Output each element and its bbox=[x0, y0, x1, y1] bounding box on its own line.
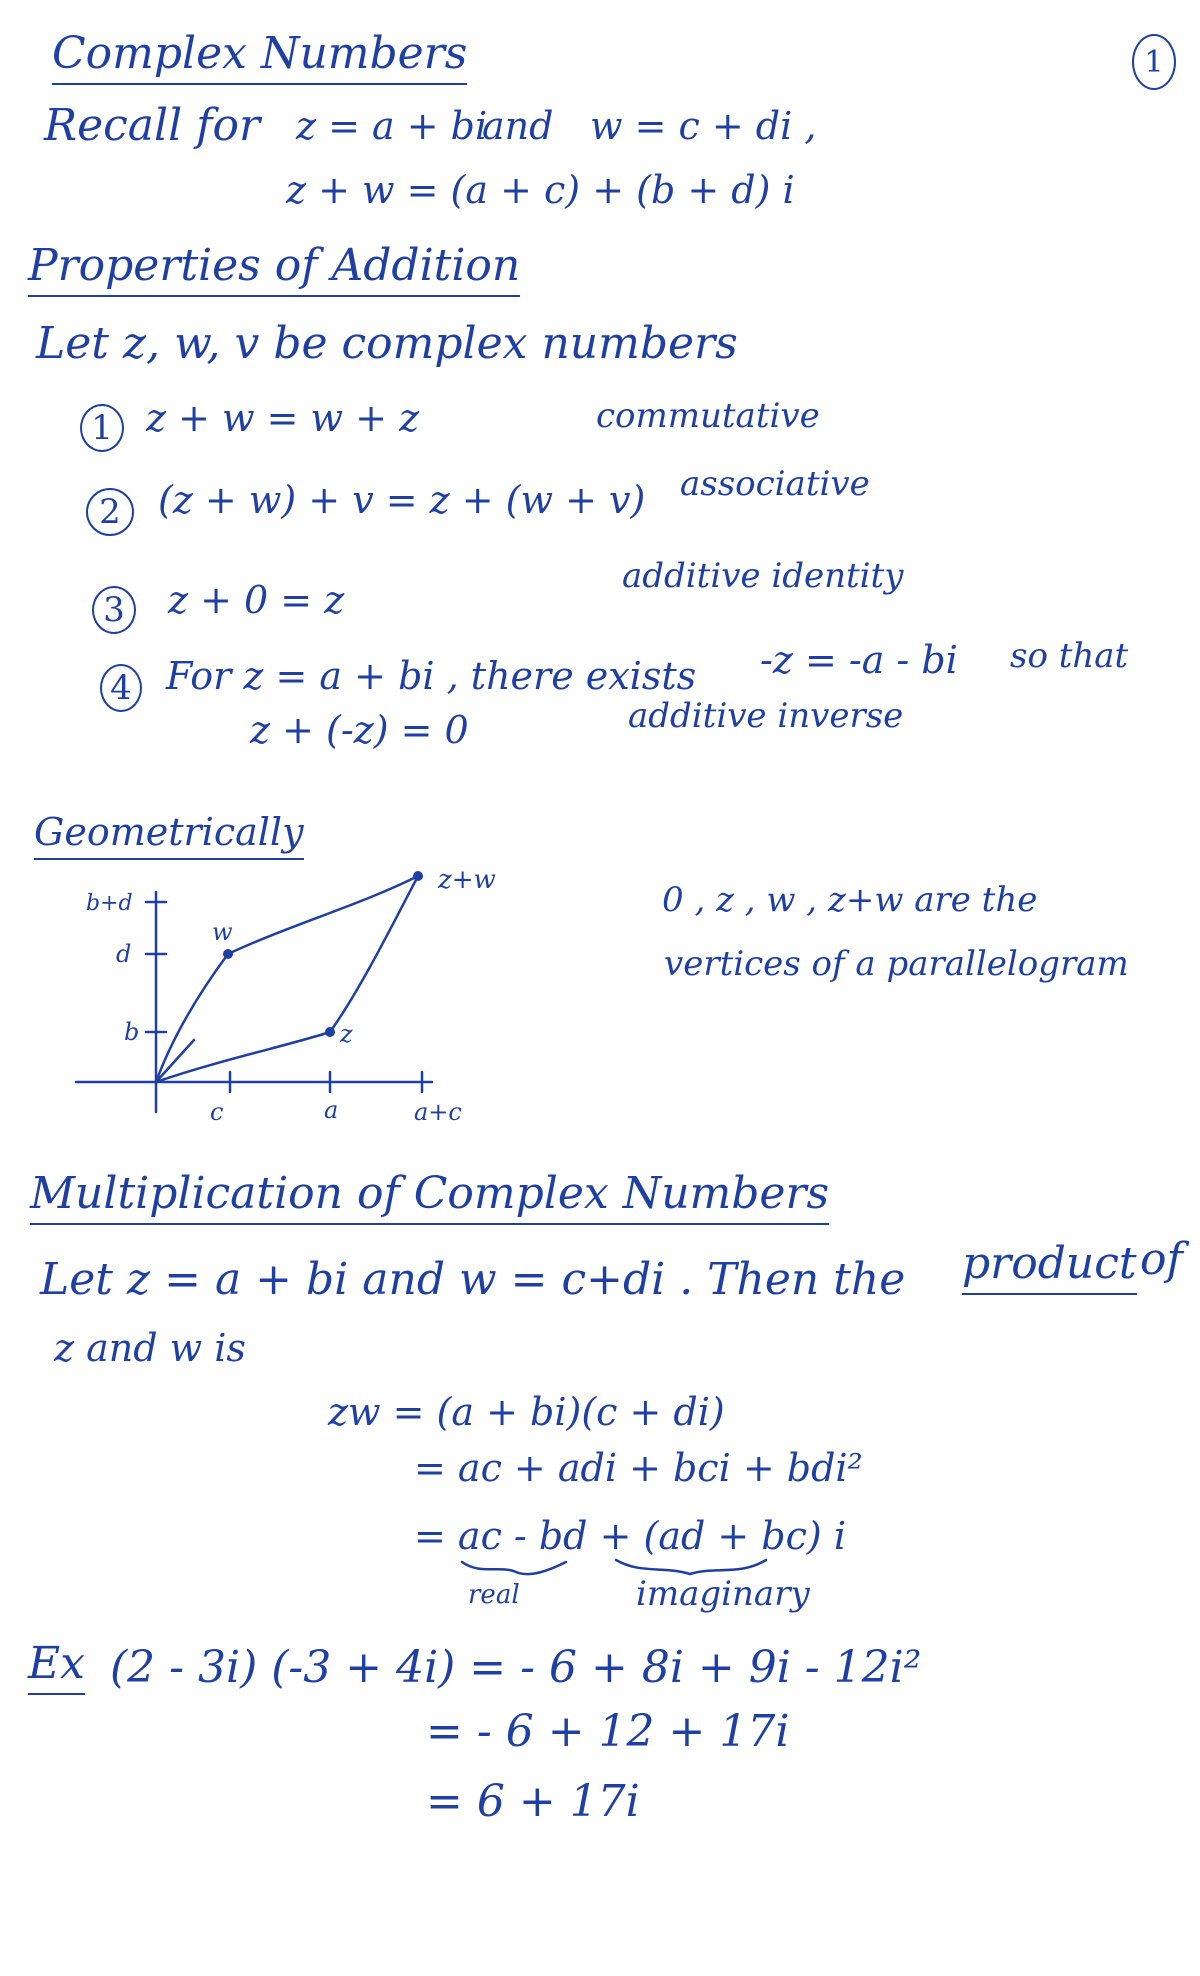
label-w: w bbox=[212, 918, 233, 946]
recall-sum: z + w = (a + c) + (b + d) i bbox=[286, 168, 795, 212]
label-zw: z+w bbox=[438, 865, 496, 895]
property-4-number: 4 bbox=[100, 664, 142, 712]
property-2-name: associative bbox=[680, 464, 870, 504]
multiplication-let-line: Let z = a + bi and w = c+di . Then the bbox=[40, 1254, 906, 1305]
property-4-name: additive inverse bbox=[628, 696, 904, 736]
addition-let-line: Let z, w, v be complex numbers bbox=[36, 318, 738, 369]
imag-underbrace bbox=[616, 1560, 766, 1574]
property-4-so-that: so that bbox=[1010, 636, 1129, 676]
recall-z-def: z = a + bi bbox=[296, 104, 488, 148]
recall-and: and bbox=[482, 104, 554, 148]
multiplication-heading: Multiplication of Complex Numbers bbox=[30, 1168, 829, 1225]
property-4-formula: For z = a + bi , there exists bbox=[166, 654, 697, 698]
multiplication-step3: = ac - bd + (ad + bc) i bbox=[414, 1514, 846, 1558]
property-1-number: 1 bbox=[80, 404, 124, 452]
geometric-heading: Geometrically bbox=[34, 810, 304, 860]
multiplication-of-word: of bbox=[1140, 1234, 1183, 1285]
label-xa: a bbox=[324, 1096, 339, 1124]
multiplication-product-word: product bbox=[962, 1238, 1137, 1295]
label-xac: a+c bbox=[414, 1098, 462, 1126]
example-line3: = 6 + 17i bbox=[426, 1776, 640, 1827]
label-ytop: b+d bbox=[86, 891, 133, 916]
recall-intro: Recall for bbox=[44, 100, 260, 151]
label-yd: d bbox=[116, 940, 132, 968]
addition-heading: Properties of Addition bbox=[28, 240, 520, 297]
example-label: Ex bbox=[28, 1638, 85, 1695]
geometric-note-line1: 0 , z , w , z+w are the bbox=[662, 880, 1038, 920]
imaginary-label: imaginary bbox=[636, 1574, 810, 1614]
multiplication-line2: z and w is bbox=[54, 1326, 246, 1370]
label-yb: b bbox=[124, 1018, 140, 1046]
label-z: z bbox=[340, 1020, 353, 1048]
example-line1: (2 - 3i) (-3 + 4i) = - 6 + 8i + 9i - 12i² bbox=[110, 1642, 922, 1693]
real-label: real bbox=[468, 1580, 520, 1610]
example-line2: = - 6 + 12 + 17i bbox=[426, 1706, 790, 1757]
property-1-name: commutative bbox=[596, 396, 820, 436]
recall-w-def: w = c + di , bbox=[590, 104, 817, 148]
property-2-number: 2 bbox=[86, 488, 134, 536]
page-title: Complex Numbers bbox=[52, 28, 467, 85]
geometric-note-line2: vertices of a parallelogram bbox=[664, 944, 1129, 984]
property-1-formula: z + w = w + z bbox=[146, 396, 420, 440]
property-2-formula: (z + w) + v = z + (w + v) bbox=[158, 478, 646, 522]
property-4-formula2: z + (-z) = 0 bbox=[250, 708, 469, 752]
real-underbrace bbox=[462, 1562, 566, 1574]
page-number-text: 1 bbox=[1144, 44, 1164, 80]
property-3-number: 3 bbox=[92, 586, 136, 634]
property-3-formula: z + 0 = z bbox=[168, 578, 345, 622]
multiplication-step2: = ac + adi + bci + bdi² bbox=[414, 1446, 863, 1490]
property-3-name: additive identity bbox=[622, 556, 904, 596]
label-xc: c bbox=[210, 1098, 224, 1126]
multiplication-step1: zw = (a + bi)(c + di) bbox=[328, 1390, 725, 1434]
property-4-extra: -z = -a - bi bbox=[760, 638, 958, 682]
